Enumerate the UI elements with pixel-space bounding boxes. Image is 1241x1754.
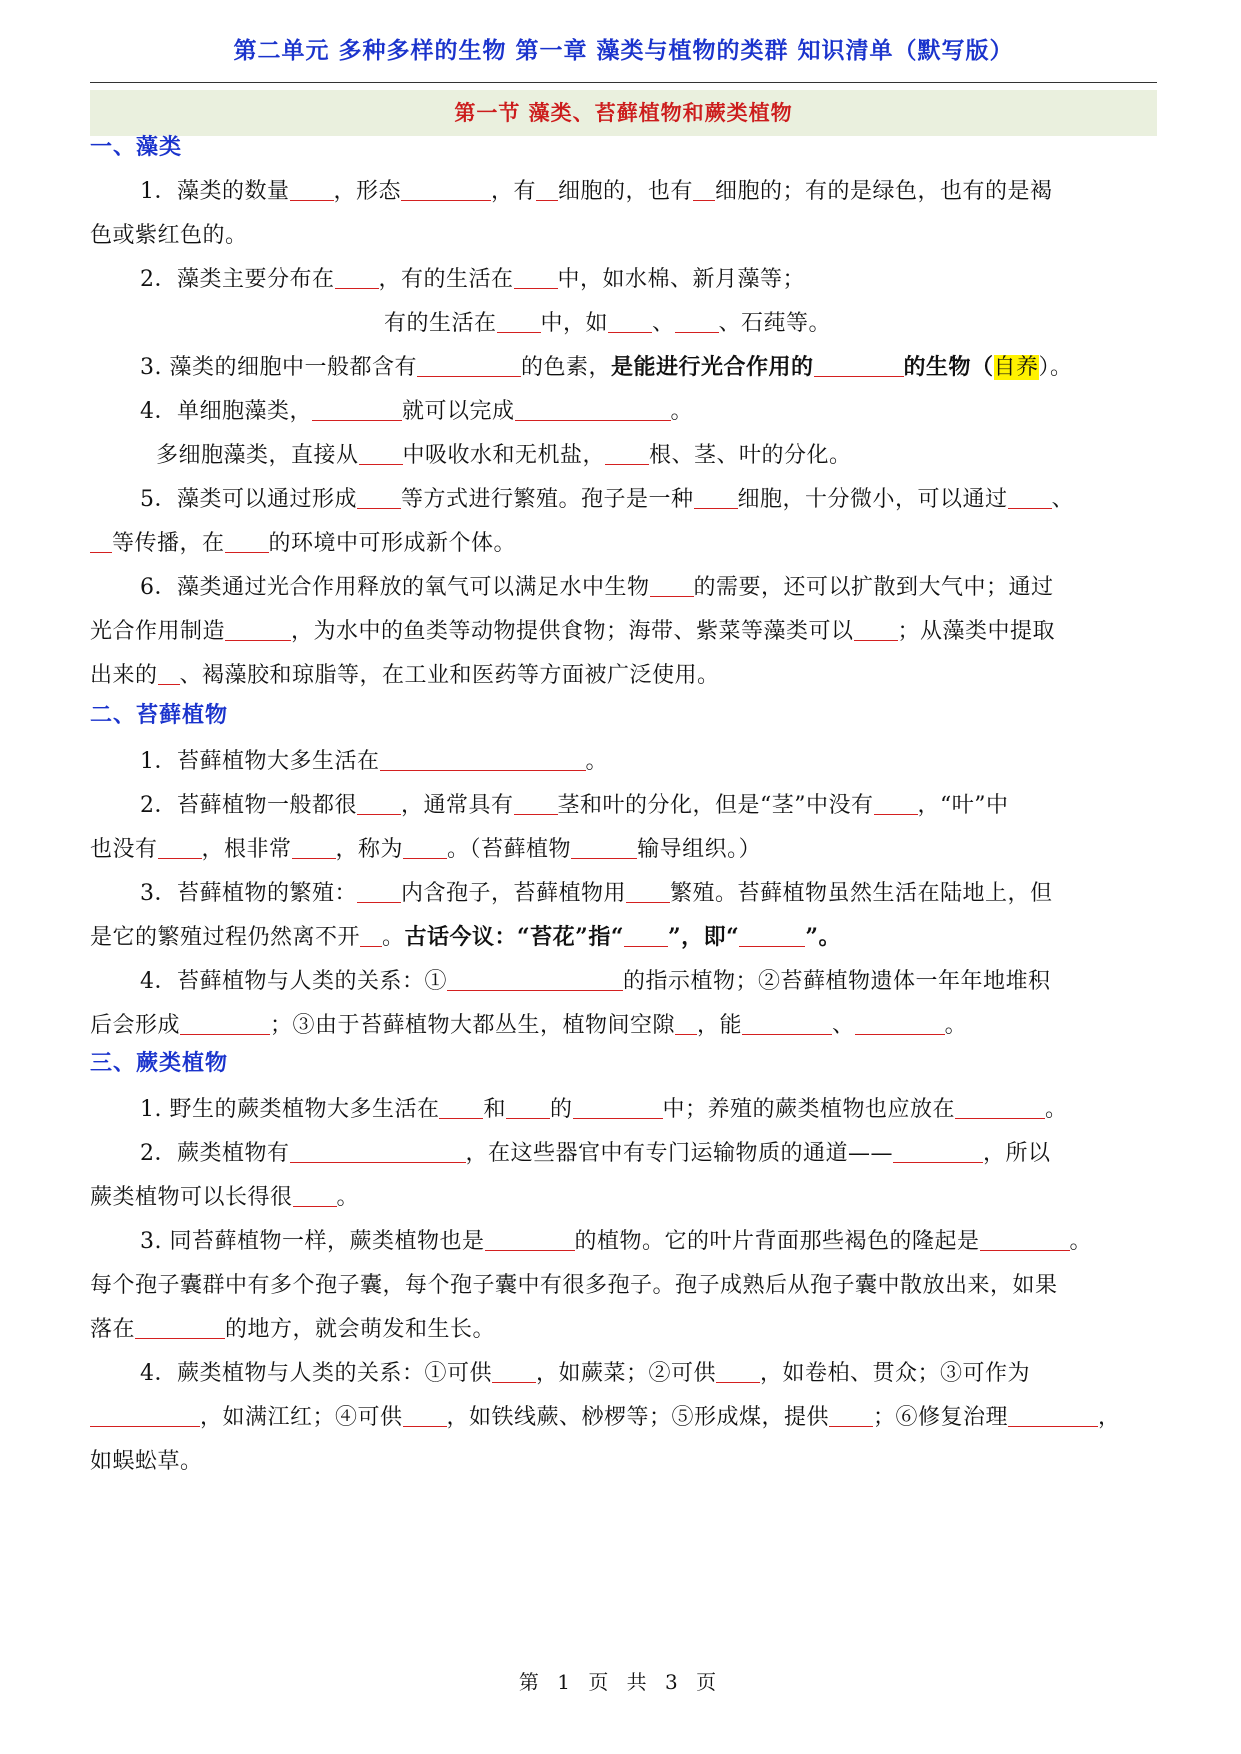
blank[interactable] <box>290 178 334 201</box>
blank[interactable] <box>855 1012 945 1035</box>
blank[interactable] <box>739 924 805 947</box>
blank[interactable] <box>357 880 401 903</box>
blank[interactable] <box>225 618 291 641</box>
blank[interactable] <box>447 968 623 991</box>
blank[interactable] <box>854 618 898 641</box>
blank[interactable] <box>742 1012 832 1035</box>
blank[interactable] <box>225 530 269 553</box>
blank[interactable] <box>292 836 336 859</box>
blank[interactable] <box>403 836 447 859</box>
algae-line-1b: 色或紫红色的。 <box>90 223 248 248</box>
blank[interactable] <box>506 1096 550 1119</box>
blank[interactable] <box>357 792 401 815</box>
blank[interactable] <box>417 354 521 377</box>
blank[interactable] <box>694 486 738 509</box>
fern-line-1: 1. 野生的蕨类植物大多生活在 和 的 中；养殖的蕨类植物也应放在 。 <box>140 1097 1068 1122</box>
blank[interactable] <box>485 1228 575 1251</box>
blank[interactable] <box>90 530 112 553</box>
blank[interactable] <box>1008 486 1052 509</box>
blank[interactable] <box>312 398 402 421</box>
moss-line-1: 1．苔藓植物大多生活在 。 <box>140 749 609 774</box>
blank[interactable] <box>293 1184 337 1207</box>
blank[interactable] <box>1008 1404 1098 1427</box>
blank[interactable] <box>158 662 180 685</box>
algae-line-6b: 光合作用制造 ，为水中的鱼类等动物提供食物；海带、紫菜等藻类可以 ；从藻类中提取 <box>90 619 1056 644</box>
blank[interactable] <box>335 266 379 289</box>
blank[interactable] <box>893 1140 983 1163</box>
blank[interactable] <box>626 880 670 903</box>
algae-line-2a: 2．藻类主要分布在 ，有的生活在 中，如水棉、新月藻等； <box>140 267 806 292</box>
blank[interactable] <box>357 486 401 509</box>
blank[interactable] <box>492 1360 536 1383</box>
algae-line-6c: 出来的 、褐藻胶和琼脂等，在工业和医药等方面被广泛使用。 <box>90 663 720 688</box>
page-number: 第 1 页 共 3 页 <box>518 1670 723 1694</box>
blank[interactable] <box>514 266 558 289</box>
blank[interactable] <box>829 1404 873 1427</box>
algae-line-2b: 有的生活在 中，如 、 、石莼等。 <box>384 311 832 336</box>
algae-line-4a: 4．单细胞藻类， 就可以完成 。 <box>140 399 694 424</box>
blank[interactable] <box>360 924 382 947</box>
heading-fern: 三、蕨类植物 <box>90 1050 229 1076</box>
blank[interactable] <box>403 1404 447 1427</box>
moss-line-2b: 也没有 ，根非常 ，称为 。（苔藓植物 输导组织。） <box>90 837 762 862</box>
blank[interactable] <box>515 398 671 421</box>
fern-line-2b: 蕨类植物可以长得很 。 <box>90 1185 360 1210</box>
blank[interactable] <box>573 1096 663 1119</box>
blank[interactable] <box>514 792 558 815</box>
blank[interactable] <box>955 1096 1045 1119</box>
fern-line-3a: 3. 同苔藓植物一样，蕨类植物也是 的植物。它的叶片背面那些褐色的隆起是 。 <box>140 1229 1093 1254</box>
moss-line-2a: 2．苔藓植物一般都很 ，通常具有 茎和叶的分化，但是“茎”中没有 ，“叶”中 <box>140 793 1009 818</box>
algae-line-3: 3. 藻类的细胞中一般都含有 的色素，是能进行光合作用的 的生物（自养）。 <box>140 354 1073 380</box>
blank[interactable] <box>675 1012 697 1035</box>
algae-line-1a: 1．藻类的数量 ，形态 ，有 细胞的，也有 细胞的；有的是绿色，也有的是褐 <box>140 179 1053 204</box>
algae-line-6a: 6．藻类通过光合作用释放的氧气可以满足水中生物 的需要，还可以扩散到大气中；通过 <box>140 575 1054 600</box>
blank[interactable] <box>675 310 719 333</box>
blank[interactable] <box>716 1360 760 1383</box>
header-divider <box>90 82 1157 83</box>
blank[interactable] <box>874 792 918 815</box>
blank[interactable] <box>439 1096 483 1119</box>
moss-line-3b: 是它的繁殖过程仍然离不开 。古话今议：“苔花”指“ ”，即“ ”。 <box>90 924 841 950</box>
blank[interactable] <box>158 836 202 859</box>
heading-moss: 二、苔藓植物 <box>90 702 229 728</box>
heading-algae: 一、藻类 <box>90 134 183 160</box>
blank[interactable] <box>608 310 652 333</box>
section-title: 第一节 藻类、苔藓植物和蕨类植物 <box>90 90 1157 136</box>
blank[interactable] <box>980 1228 1070 1251</box>
blank[interactable] <box>180 1012 270 1035</box>
blank[interactable] <box>135 1316 225 1339</box>
blank[interactable] <box>290 1140 466 1163</box>
blank[interactable] <box>359 442 403 465</box>
fern-line-2a: 2．蕨类植物有 ，在这些器官中有专门运输物质的通道—— ，所以 <box>140 1141 1051 1166</box>
moss-line-4b: 后会形成 ；③由于苔藓植物大都丛生，植物间空隙 ，能 、 。 <box>90 1013 968 1038</box>
blank[interactable] <box>605 442 649 465</box>
blank[interactable] <box>624 924 668 947</box>
blank[interactable] <box>814 354 904 377</box>
blank[interactable] <box>497 310 541 333</box>
blank[interactable] <box>650 574 694 597</box>
fern-line-3b: 每个孢子囊群中有多个孢子囊，每个孢子囊中有很多孢子。孢子成熟后从孢子囊中散放出来，如果 <box>90 1273 1058 1298</box>
blank[interactable] <box>693 178 715 201</box>
fern-line-4c: 如蜈蚣草。 <box>90 1449 203 1474</box>
fern-line-4b: ，如满江红；④可供 ，如铁线蕨、桫椤等；⑤形成煤，提供 ；⑥修复治理 ， <box>90 1400 1121 1431</box>
fern-line-4a: 4．蕨类植物与人类的关系：①可供 ，如蕨菜；②可供 ，如卷柏、贯众；③可作为 <box>140 1361 1031 1386</box>
blank[interactable] <box>536 178 558 201</box>
algae-line-5b: 等传播，在 的环境中可形成新个体。 <box>90 526 516 557</box>
page-header-title: 第二单元 多种多样的生物 第一章 藻类与植物的类群 知识清单（默写版） <box>233 37 1014 64</box>
moss-line-4a: 4．苔藓植物与人类的关系：① 的指示植物；②苔藓植物遗体一年年地堆积 <box>140 969 1051 994</box>
highlight-autotroph: 自养 <box>993 355 1039 380</box>
algae-line-5a: 5．藻类可以通过形成 等方式进行繁殖。孢子是一种 细胞，十分微小，可以通过 、 <box>140 487 1075 512</box>
blank[interactable] <box>90 1404 200 1427</box>
algae-line-4b: 多细胞藻类，直接从 中吸收水和无机盐， 根、茎、叶的分化。 <box>156 443 852 468</box>
blank[interactable] <box>571 836 637 859</box>
moss-line-3a: 3．苔藓植物的繁殖： 内含孢子，苔藓植物用 繁殖。苔藓植物虽然生活在陆地上，但 <box>140 881 1053 906</box>
fern-line-3c: 落在 的地方，就会萌发和生长。 <box>90 1317 496 1342</box>
blank[interactable] <box>401 178 491 201</box>
blank[interactable] <box>380 748 586 771</box>
